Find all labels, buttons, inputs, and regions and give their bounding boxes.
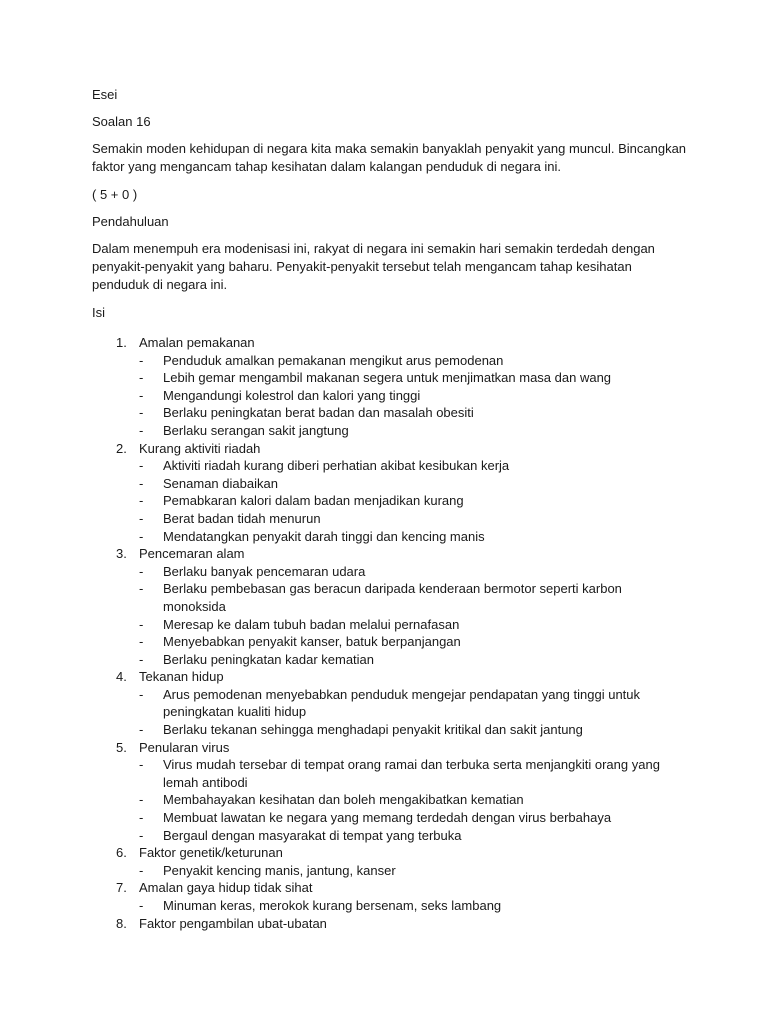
dash-bullet: - — [139, 581, 144, 597]
sub-point-text: Mengandungi kolestrol dan kalori yang tinggi — [163, 387, 421, 403]
list-item — [92, 879, 692, 914]
document-page — [92, 86, 692, 932]
sub-point-text: Berat badan tidah menurun — [163, 510, 321, 526]
dash-bullet: - — [139, 757, 144, 773]
sub-point-text: Berlaku peningkatan kadar kematian — [163, 651, 375, 667]
sub-point-text: Arus pemodenan menyebabkan penduduk mengejar pendapatan yang tinggi untuk peningkatan kualiti hidup — [163, 686, 641, 720]
dash-bullet: - — [139, 827, 144, 843]
sub-point-list — [139, 563, 692, 669]
list-item — [92, 844, 692, 879]
sub-point-list — [139, 756, 692, 844]
dash-bullet: - — [139, 686, 144, 702]
sub-point-text: Berlaku tekanan sehingga menghadapi penyakit kritikal dan sakit jantung — [163, 722, 583, 738]
sub-point-text: Berlaku banyak pencemaran udara — [163, 563, 366, 579]
intro-paragraph: Dalam menempuh era modenisasi ini, rakyat di negara ini semakin hari semakin terdedah dengan penyakit-penyakit yang baharu. Penyakit-penyakit tersebut telah mengancam tahap kesihatan penduduk di negara ini. — [92, 241, 655, 292]
list-item-title: Amalan pemakanan — [139, 335, 255, 350]
dash-bullet: - — [139, 405, 144, 421]
list-item-number: 1. — [116, 335, 127, 350]
list-item-number: 8. — [116, 915, 127, 931]
sub-point-text: Bergaul dengan masyarakat di tempat yang terbuka — [163, 827, 462, 843]
sub-point-text: Berlaku serangan sakit jangtung — [163, 422, 349, 438]
sub-point-text: Lebih gemar mengambil makanan segera untuk menjimatkan masa dan wang — [163, 370, 612, 386]
dash-bullet: - — [139, 616, 144, 632]
sub-point-text: Meresap ke dalam tubuh badan melalui pernafasan — [163, 616, 460, 632]
sub-point — [139, 633, 669, 651]
sub-point — [139, 510, 669, 528]
list-item-number: 7. — [116, 880, 127, 896]
dash-bullet: - — [139, 651, 144, 667]
sub-point-list — [139, 457, 692, 545]
sub-point-text: Senaman diabaikan — [163, 475, 278, 491]
sub-point — [139, 616, 669, 634]
sub-point-list — [139, 686, 692, 739]
list-item-number: 5. — [116, 739, 127, 755]
dash-bullet: - — [139, 370, 144, 386]
dash-bullet: - — [139, 475, 144, 491]
sub-point — [139, 457, 669, 475]
list-item-number: 2. — [116, 440, 127, 456]
sub-point — [139, 352, 669, 370]
dash-bullet: - — [139, 792, 144, 808]
body-heading: Isi — [92, 305, 105, 320]
sub-point-text: Penduduk amalkan pemakanan mengikut arus pemodenan — [163, 352, 504, 368]
list-item — [92, 334, 692, 440]
sub-point — [139, 809, 669, 827]
sub-point — [139, 475, 669, 493]
list-item-number: 3. — [116, 546, 127, 562]
dash-bullet: - — [139, 634, 144, 650]
sub-point-list — [139, 862, 692, 880]
sub-point — [139, 686, 669, 721]
list-item — [92, 440, 692, 546]
sub-point-text: Minuman keras, merokok kurang bersenam, seks lambang — [163, 898, 502, 913]
list-item-number: 6. — [116, 845, 127, 861]
dash-bullet: - — [139, 563, 144, 579]
intro-heading: Pendahuluan — [92, 214, 169, 229]
list-item-title: Faktor genetik/keturunan — [139, 845, 283, 861]
dash-bullet: - — [139, 352, 144, 368]
list-item — [92, 545, 692, 668]
sub-point — [139, 492, 669, 510]
sub-point-text: Aktiviti riadah kurang diberi perhatian akibat kesibukan kerja — [163, 458, 510, 474]
list-item-number: 4. — [116, 669, 127, 685]
sub-point — [139, 404, 669, 422]
sub-point-text: Mendatangkan penyakit darah tinggi dan kencing manis — [163, 528, 485, 544]
list-item-title: Amalan gaya hidup tidak sihat — [139, 880, 313, 896]
dash-bullet: - — [139, 898, 144, 913]
sub-point — [139, 651, 669, 669]
sub-point-text: Pemabkaran kalori dalam badan menjadikan kurang — [163, 493, 464, 509]
list-item-title: Faktor pengambilan ubat-ubatan — [139, 915, 327, 931]
dash-bullet: - — [139, 722, 144, 738]
sub-point — [139, 369, 669, 387]
marks-allocation: ( 5 + 0 ) — [92, 187, 138, 202]
sub-point — [139, 756, 669, 791]
sub-point-text: Berlaku peningkatan berat badan dan masalah obesiti — [163, 405, 474, 421]
points-list — [92, 334, 692, 932]
sub-point — [139, 563, 669, 581]
sub-point-text: Berlaku pembebasan gas beracun daripada kenderaan bermotor seperti karbon monoksida — [163, 581, 622, 614]
list-item-title: Penularan virus — [139, 739, 230, 755]
dash-bullet: - — [139, 458, 144, 474]
sub-point — [139, 897, 669, 915]
dash-bullet: - — [139, 422, 144, 438]
sub-point — [139, 862, 669, 880]
sub-point — [139, 791, 669, 809]
sub-point — [139, 422, 669, 440]
question-text: Semakin moden kehidupan di negara kita maka semakin banyaklah penyakit yang muncul. Bincangkan faktor yang mengancam tahap kesihatan dalam kalangan penduduk di negara ini. — [92, 141, 687, 174]
sub-point-text: Membahayakan kesihatan dan boleh mengakibatkan kematian — [163, 792, 524, 808]
sub-point-text: Penyakit kencing manis, jantung, kanser — [163, 862, 396, 878]
sub-point-text: Virus mudah tersebar di tempat orang ramai dan terbuka serta menjangkiti orang yang lemah antibodi — [163, 757, 660, 790]
sub-point — [139, 827, 669, 845]
sub-point — [139, 387, 669, 405]
sub-point — [139, 580, 669, 615]
sub-point-text: Membuat lawatan ke negara yang memang terdedah dengan virus berbahaya — [163, 810, 612, 826]
list-item-title: Tekanan hidup — [139, 669, 224, 685]
dash-bullet: - — [139, 387, 144, 403]
dash-bullet: - — [139, 528, 144, 544]
sub-point — [139, 721, 669, 739]
sub-point-text: Menyebabkan penyakit kanser, batuk berpanjangan — [163, 634, 461, 650]
dash-bullet: - — [139, 810, 144, 826]
list-item — [92, 915, 692, 933]
list-item-title: Kurang aktiviti riadah — [139, 440, 261, 456]
question-number: Soalan 16 — [92, 114, 151, 129]
list-item — [92, 668, 692, 738]
dash-bullet: - — [139, 510, 144, 526]
sub-point-list — [139, 352, 692, 440]
essay-heading: Esei — [92, 87, 118, 102]
sub-point — [139, 528, 669, 546]
sub-point-list — [139, 897, 692, 915]
dash-bullet: - — [139, 862, 144, 878]
list-item — [92, 739, 692, 845]
list-item-title: Pencemaran alam — [139, 546, 245, 562]
dash-bullet: - — [139, 493, 144, 509]
